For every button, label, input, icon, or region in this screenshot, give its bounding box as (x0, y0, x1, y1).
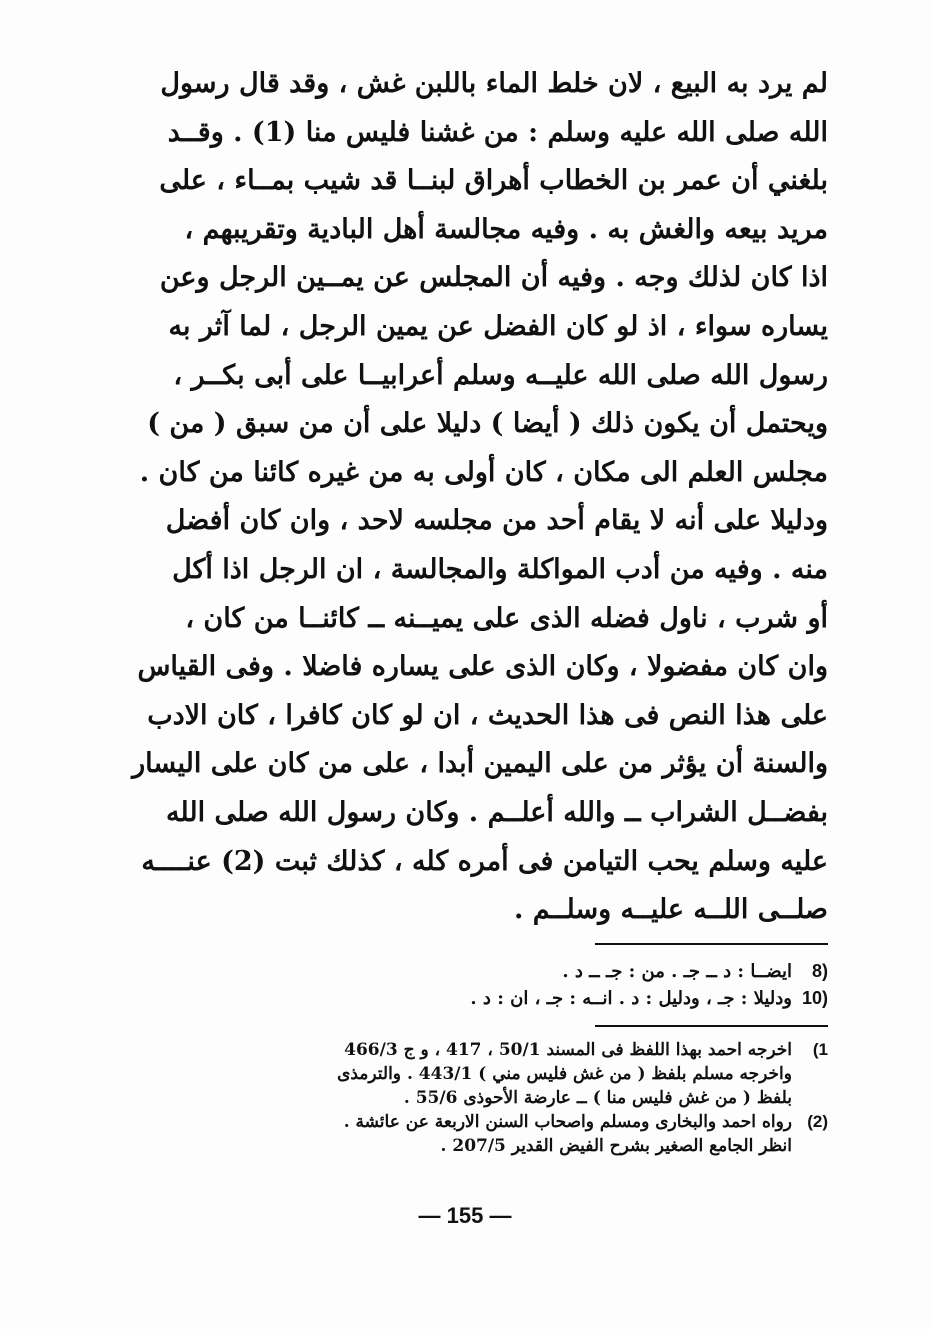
main-text-line: منه . وفيه من أدب المواكلة والمجالسة ، ان الرجل اذا أكل (172, 553, 828, 585)
footnote-line: اخرجه احمد بهذا اللفظ فى المسند 50/1 ، 417 ، و ج 466/3 (344, 1040, 792, 1060)
main-text-line: عليه وسلم يحب التيامن فى أمره كله ، كذلك ثبت (2) عنــــه (141, 845, 828, 877)
footnote-body (165, 1038, 792, 1110)
footnotes (165, 1038, 828, 1158)
footnote-2 (165, 1110, 828, 1158)
main-text-line: رسول الله صلى الله عليــه وسلم أعرابيــا على أبى بكــر ، (173, 359, 828, 391)
main-text-line: بفضــل الشراب ــ والله أعلــم . وكان رسول الله صلى الله (165, 796, 828, 828)
main-text-line: ويحتمل أن يكون ذلك ( أيضا ) دليلا على أن من سبق ( من ) (147, 408, 828, 440)
variant-note (300, 958, 828, 985)
variant-note (300, 985, 828, 1012)
variant-text: ايضــا : د ــ جـ . من : جـ ــ د . (562, 961, 792, 982)
main-text-line: مجلس العلم الى مكان ، كان أولى به من غيره كائنا من كان . (139, 456, 828, 488)
main-text-line: صلــى اللــه عليــه وسلــم . (513, 894, 828, 926)
main-text-line: وان كان مفضولا ، وكان الذى على يساره فاضلا . وفى القياس (137, 651, 828, 683)
variant-line-number: 8) (811, 961, 828, 981)
footnote-line: رواه احمد والبخارى ومسلم واصحاب السنن الاربعة عن عائشة . (343, 1112, 792, 1132)
main-text-line: الله صلى الله عليه وسلم : من غشنا فليس منا (1) . وقــد (167, 116, 828, 148)
main-text-line: بلغني أن عمر بن الخطاب أهراق لبنــا قد شيب بمــاء ، على (159, 165, 828, 197)
main-text-line: على هذا النص فى هذا الحديث ، ان لو كان كافرا ، كان الادب (147, 699, 828, 731)
footnote-1 (165, 1038, 828, 1110)
footnote-number: (2) (807, 1112, 828, 1131)
variant-text: ودليلا : جـ ، ودليل : د . انــه : جـ ، ان : د . (470, 988, 792, 1009)
main-text-line: أو شرب ، ناول فضله الذى على يميــنه ــ كائنــا من كان ، (185, 602, 828, 634)
main-text-block (132, 60, 828, 935)
footnote-line: انظر الجامع الصغير بشرح الفيض القدير 207/5 . (440, 1136, 792, 1156)
main-text-line: يساره سواء ، اذ لو كان الفضل عن يمين الرجل ، لما آثر به (168, 310, 828, 342)
footnote-line: واخرجه مسلم بلفظ ( من غش فليس مني ) 443/1 . والترمذى (337, 1064, 792, 1084)
main-text-line: لم يرد به البيع ، لان خلط الماء باللبن غش ، وقد قال رسول (160, 68, 828, 99)
main-text-line: مريد بيعه والغش به . وفيه مجالسة أهل البادية وتقريبهم ، (184, 213, 828, 245)
page-number: — 155 — (418, 1203, 512, 1228)
text-divider-rule (595, 943, 828, 945)
main-text-line: والسنة أن يؤثر من على اليمين أبدا ، على من كان على اليسار (132, 748, 828, 780)
footnote-body (165, 1110, 792, 1158)
variant-line-number: 10) (801, 988, 828, 1008)
footnote-number: (1 (812, 1040, 828, 1059)
manuscript-variants (300, 958, 828, 1012)
footnote-line: بلفظ ( من غش فليس منا ) ــ عارضة الأحوذى 55/6 . (403, 1088, 792, 1108)
footnote-divider-rule (595, 1025, 828, 1027)
main-text-line: اذا كان لذلك وجه . وفيه أن المجلس عن يمــين الرجل وعن (159, 262, 828, 294)
main-text-line: ودليلا على أنه لا يقام أحد من مجلسه لاحد ، وان كان أفضل (165, 505, 828, 537)
